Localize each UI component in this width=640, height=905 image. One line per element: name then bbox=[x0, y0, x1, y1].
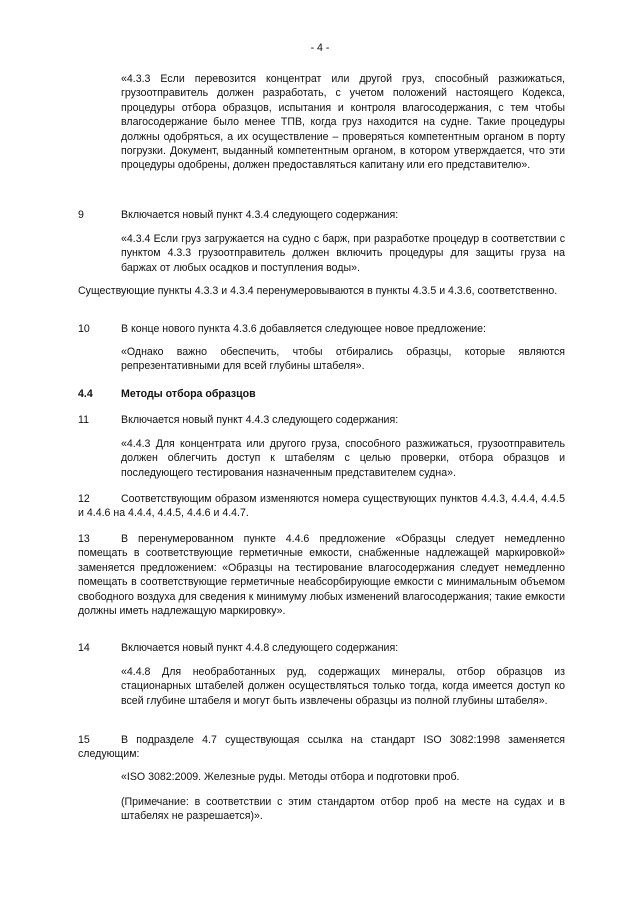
item-12 bbox=[78, 492, 565, 521]
item-13-number: 13 bbox=[78, 533, 90, 545]
item-10-text: В конце нового пункта 4.3.6 добавляется следующее новое предложение: bbox=[121, 323, 486, 335]
item-13-text: В перенумерованном пункте 4.4.6 предложение «Образцы следует немедленно помещать в соответствующие герметичные емкости, снабженные надлежащей маркировкой» заменяется предложением: «Образцы на тестирование влагосодержания следует немедленно помещать в соответствующие герметичные неабсорбирующие емкости с минимальным объемом свободного воздуха для сведения к минимуму любых изменений влагосодержания; такие емкости должны иметь надлежащую маркировку». bbox=[78, 533, 565, 618]
item-14-text: Включается новый пункт 4.4.8 следующего содержания: bbox=[121, 642, 399, 654]
paragraph-4-3-3: «4.3.3 Если перевозится концентрат или другой груз, способный разжижаться, грузоотправитель должен разработать, с учетом положений настоящего Кодекса, процедуры отбора образцов, испытания и контроля влагосодержания, с тем чтобы влагосодержание было менее ТПВ, когда груз находится на судне. Такие процедуры должны одобряться, а их осуществление – проверяться компетентным органом в порту погрузки. Документ, выданный компетентным органом, в котором утверждается, что эти процедуры одобрены, должен предоставляться капитану или его представителю». bbox=[121, 73, 565, 172]
section-title: Методы отбора образцов bbox=[121, 388, 256, 400]
paragraph-4-4-8: «4.4.8 Для необработанных руд, содержащих минералы, отбор образцов из стационарных штабелей должен осуществляться только тогда, когда имеется доступ ко всей глубине штабеля и могут быть извлечены образцы из полной глубины штабеля». bbox=[121, 666, 565, 707]
item-9-text: Включается новый пункт 4.3.4 следующего содержания: bbox=[121, 209, 399, 221]
item-15 bbox=[78, 733, 565, 762]
page-number: - 4 - bbox=[310, 42, 330, 54]
item-11-text: Включается новый пункт 4.4.3 следующего содержания: bbox=[121, 414, 399, 426]
renumber-note: Существующие пункты 4.3.3 и 4.3.4 перенумеровываются в пункты 4.3.5 и 4.3.6, соответственно. bbox=[78, 285, 558, 297]
item-15-text: В подразделе 4.7 существующая ссылка на стандарт ISO 3082:1998 заменяется следующим: bbox=[78, 734, 565, 761]
paragraph-4-4-3: «4.4.3 Для концентрата или другого груза, способного разжижаться, грузоотправитель должен облегчить доступ к штабелям с целью проверки, отбора образцов и последующего тестирования назначенным представителем судна». bbox=[121, 438, 565, 479]
item-11-number: 11 bbox=[78, 414, 89, 426]
iso-note: (Примечание: в соответствии с этим стандартом отбор проб на месте на судах и в штабелях не разрешается)». bbox=[121, 796, 565, 823]
item-14-number: 14 bbox=[78, 642, 90, 654]
item-10-number: 10 bbox=[78, 323, 90, 335]
paragraph-4-3-4: «4.3.4 Если груз загружается на судно с барж, при разработке процедур в соответствии с пунктом 4.3.3 грузоотправитель должен включить процедуры для защиты груза на баржах от любых осадков и поступления воды». bbox=[121, 233, 565, 274]
item-15-number: 15 bbox=[78, 734, 90, 746]
item-9-number: 9 bbox=[78, 209, 84, 221]
item-12-number: 12 bbox=[78, 493, 90, 505]
section-number: 4.4 bbox=[78, 388, 93, 400]
iso-reference: «ISO 3082:2009. Железные руды. Методы отбора и подготовки проб. bbox=[121, 771, 460, 783]
item-13 bbox=[78, 532, 565, 618]
item-12-text: Соответствующим образом изменяются номера существующих пунктов 4.4.3, 4.4.4, 4.4.5 и 4.4.6 на 4.4.4, 4.4.5, 4.4.6 и 4.4.7. bbox=[78, 493, 565, 520]
quote-4-3-6: «Однако важно обеспечить, чтобы отбирались образцы, которые являются репрезентативными для всей глубины штабеля». bbox=[121, 346, 565, 373]
